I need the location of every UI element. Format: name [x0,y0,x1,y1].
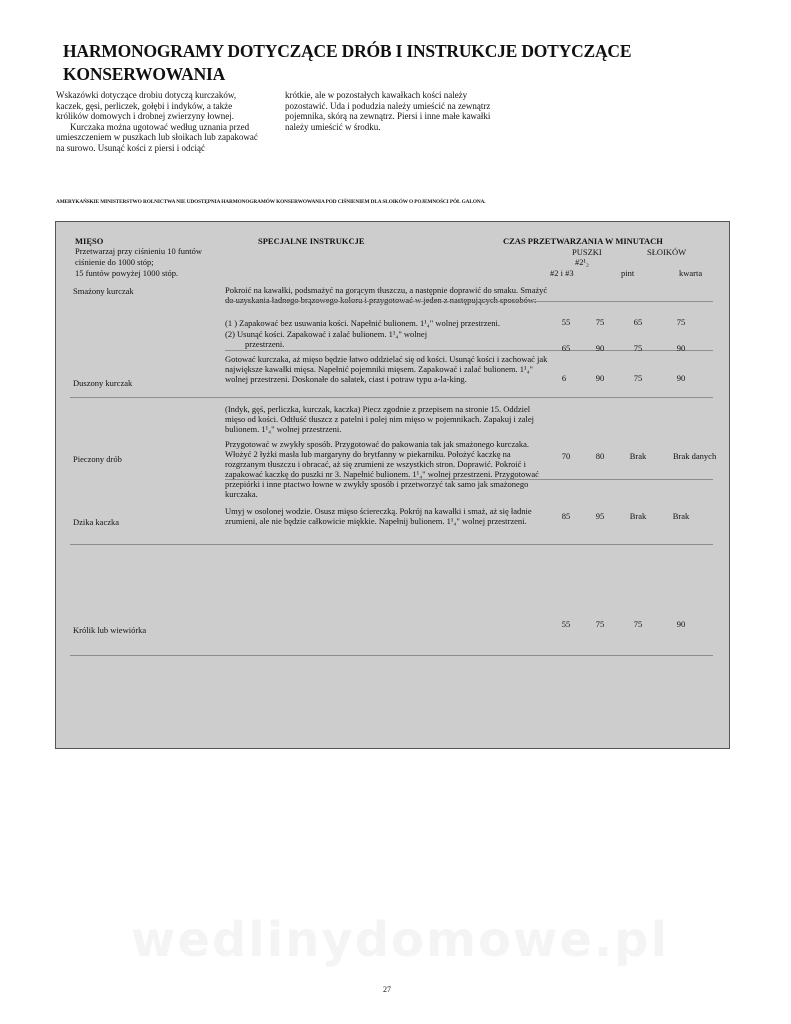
canning-table [55,221,730,749]
intro-column-2 [285,90,497,132]
row-name: Smażony kurczak [73,286,134,296]
row-name: Dzika kaczka [73,517,120,527]
header-cans: PUSZKI [572,247,602,257]
row-instructions: przestrzeni. [245,339,285,349]
time-cell: 75 [595,317,605,327]
intro-paragraph: Kurczaka można ugotować według uznania przed umieszczeniem w puszkach lub słoikach lub zapakować na surowo. Usunąć kości z piersi i odciąć [56,121,258,153]
header-can-size: #2 i #3 [550,268,574,278]
row-divider [70,544,713,545]
usda-notice: AMERYKAŃSKIE MINISTERSTWO ROLNICTWA NIE UDOSTĘPNIA HARMONOGRAMÓW KONSERWOWANIA POD CIŚNIENIEM DLA SŁOIKÓW O POJEMNOŚCI PÓŁ GALONA. [56,199,486,205]
time-cell: 55 [561,619,571,629]
time-cell: 75 [633,619,643,629]
time-cell: Brak [629,451,647,461]
row-instructions: Pokroić na kawałki, podsmażyć na gorącym tłuszczu, a następnie doprawić do smaku. Smażyć do uzyskania ładnego brązowego koloru i przygotować w jeden z następujących sposobów: [225,285,548,305]
row-divider [70,397,713,398]
time-cell: 95 [595,511,605,521]
row-divider [225,301,713,302]
time-cell: 75 [633,373,643,383]
row-instructions: Gotować kurczaka, aż mięso będzie łatwo oddzielać się od kości. Usunąć kości i zachować jak największe kawałki mięsa. Napełnić pojemniki mięsem. Zapakować i zalać bulionem. 1¹₄" wolnej przestrzeni. Doskonałe do sałatek, ciast i potraw typu a-la-king. [225,354,548,384]
time-cell: 90 [676,373,686,383]
time-cell: 65 [561,343,571,353]
row-instructions: (Indyk, gęś, perliczka, kurczak, kaczka) Piecz zgodnie z przepisem na stronie 15. Oddziel mięso od kości. Odtłuść tłuszcz z patelni i polej nim mięso w pojemnikach. Zapakuj i zalej bulionem. 1¹₄" wolnej przestrzeni. [225,404,534,434]
time-cell: Brak danych [673,451,717,461]
row-instructions: Umyj w osolonej wodzie. Osusz mięso ściereczką. Pokrój na kawałki i smaż, aż się ładnie zrumieni, ale nie będzie całkowicie miękkie. Napełnij bulionem. 1¹₄" wolnej przestrzeni. [225,506,532,526]
row-name: Duszony kurczak [73,378,133,388]
time-cell: 80 [595,451,605,461]
row-instructions: Przygotować w zwykły sposób. Przygotować do pakowania tak jak smażonego kurczaka. Włożyć 2 łyżki masła lub margaryny do brytfanny w piekarniku. Położyć kaczkę na rozgrzanym tłuszczu i obracać, aż się zrumieni ze wszystkich stron. Doprawić. Pokroić i zapakować kaczkę do puszki nr 3. Napełnić bulionem. 1¹₄" wolnej przestrzeni. Przygotować przepiórki i inne ptactwo łowne w zwykły sposób i przetworzyć tak samo jak smażonego kurczaka. [225,439,539,499]
header-quart: kwarta [679,268,703,278]
row-name: Królik lub wiewiórka [73,625,147,635]
time-cell: 90 [676,619,686,629]
header-meat-sub: Przetwarzaj przy ciśnieniu 10 funtów [75,246,202,256]
time-cell: 75 [676,317,686,327]
row-name: Pieczony drób [73,454,122,464]
time-cell: 75 [633,343,643,353]
intro-column-1 [56,90,262,154]
time-cell: 65 [633,317,643,327]
time-cell: 70 [561,451,571,461]
watermark-logo: wedlinydomowe.pl [131,912,669,968]
time-cell: 6 [561,373,567,383]
time-cell: 90 [595,343,605,353]
header-meat-sub: ciśnienie do 1000 stóp; [75,257,154,267]
header-pint: pint [621,268,635,278]
intro-paragraph: Wskazówki dotyczące drobiu dotyczą kurczaków, kaczek, gęsi, perliczek, gołębi i indyków, a także królików domowych i drobnej zwierzyny łownej. [56,90,237,122]
time-cell: 55 [561,317,571,327]
time-cell: 90 [676,343,686,353]
header-time: CZAS PRZETWARZANIA W MINUTACH [503,236,663,246]
header-jars: SŁOIKÓW [647,247,687,257]
row-instructions: (1 ) Zapakować bez usuwania kości. Napełnić bulionem. 1¹₄" wolnej przestrzeni. [225,318,500,328]
row-divider [70,655,713,656]
header-meat: MIĘSO [75,236,104,246]
header-can-size: #2¹₂ [575,257,590,267]
time-cell: 85 [561,511,571,521]
header-meat-sub: 15 funtów powyżej 1000 stóp. [75,268,179,278]
time-cell: 75 [595,619,605,629]
time-cell: Brak [629,511,647,521]
intro-paragraph: krótkie, ale w pozostałych kawałkach kości należy pozostawić. Uda i podudzia należy umieścić na zewnątrz pojemnika, skórą na zewnątrz. Piersi i inne małe kawałki należy umieścić w środku. [285,90,491,132]
page-title: HARMONOGRAMY DOTYCZĄCE DRÓB I INSTRUKCJE DOTYCZĄCE KONSERWOWANIA [63,41,632,84]
header-special: SPECJALNE INSTRUKCJE [258,236,365,246]
row-divider [225,479,713,480]
row-instructions: (2) Usunąć kości. Zapakować i zalać bulionem. 1¹₄" wolnej [225,329,428,339]
time-cell: 90 [595,373,605,383]
page-number: 27 [383,985,391,994]
time-cell: Brak [672,511,690,521]
